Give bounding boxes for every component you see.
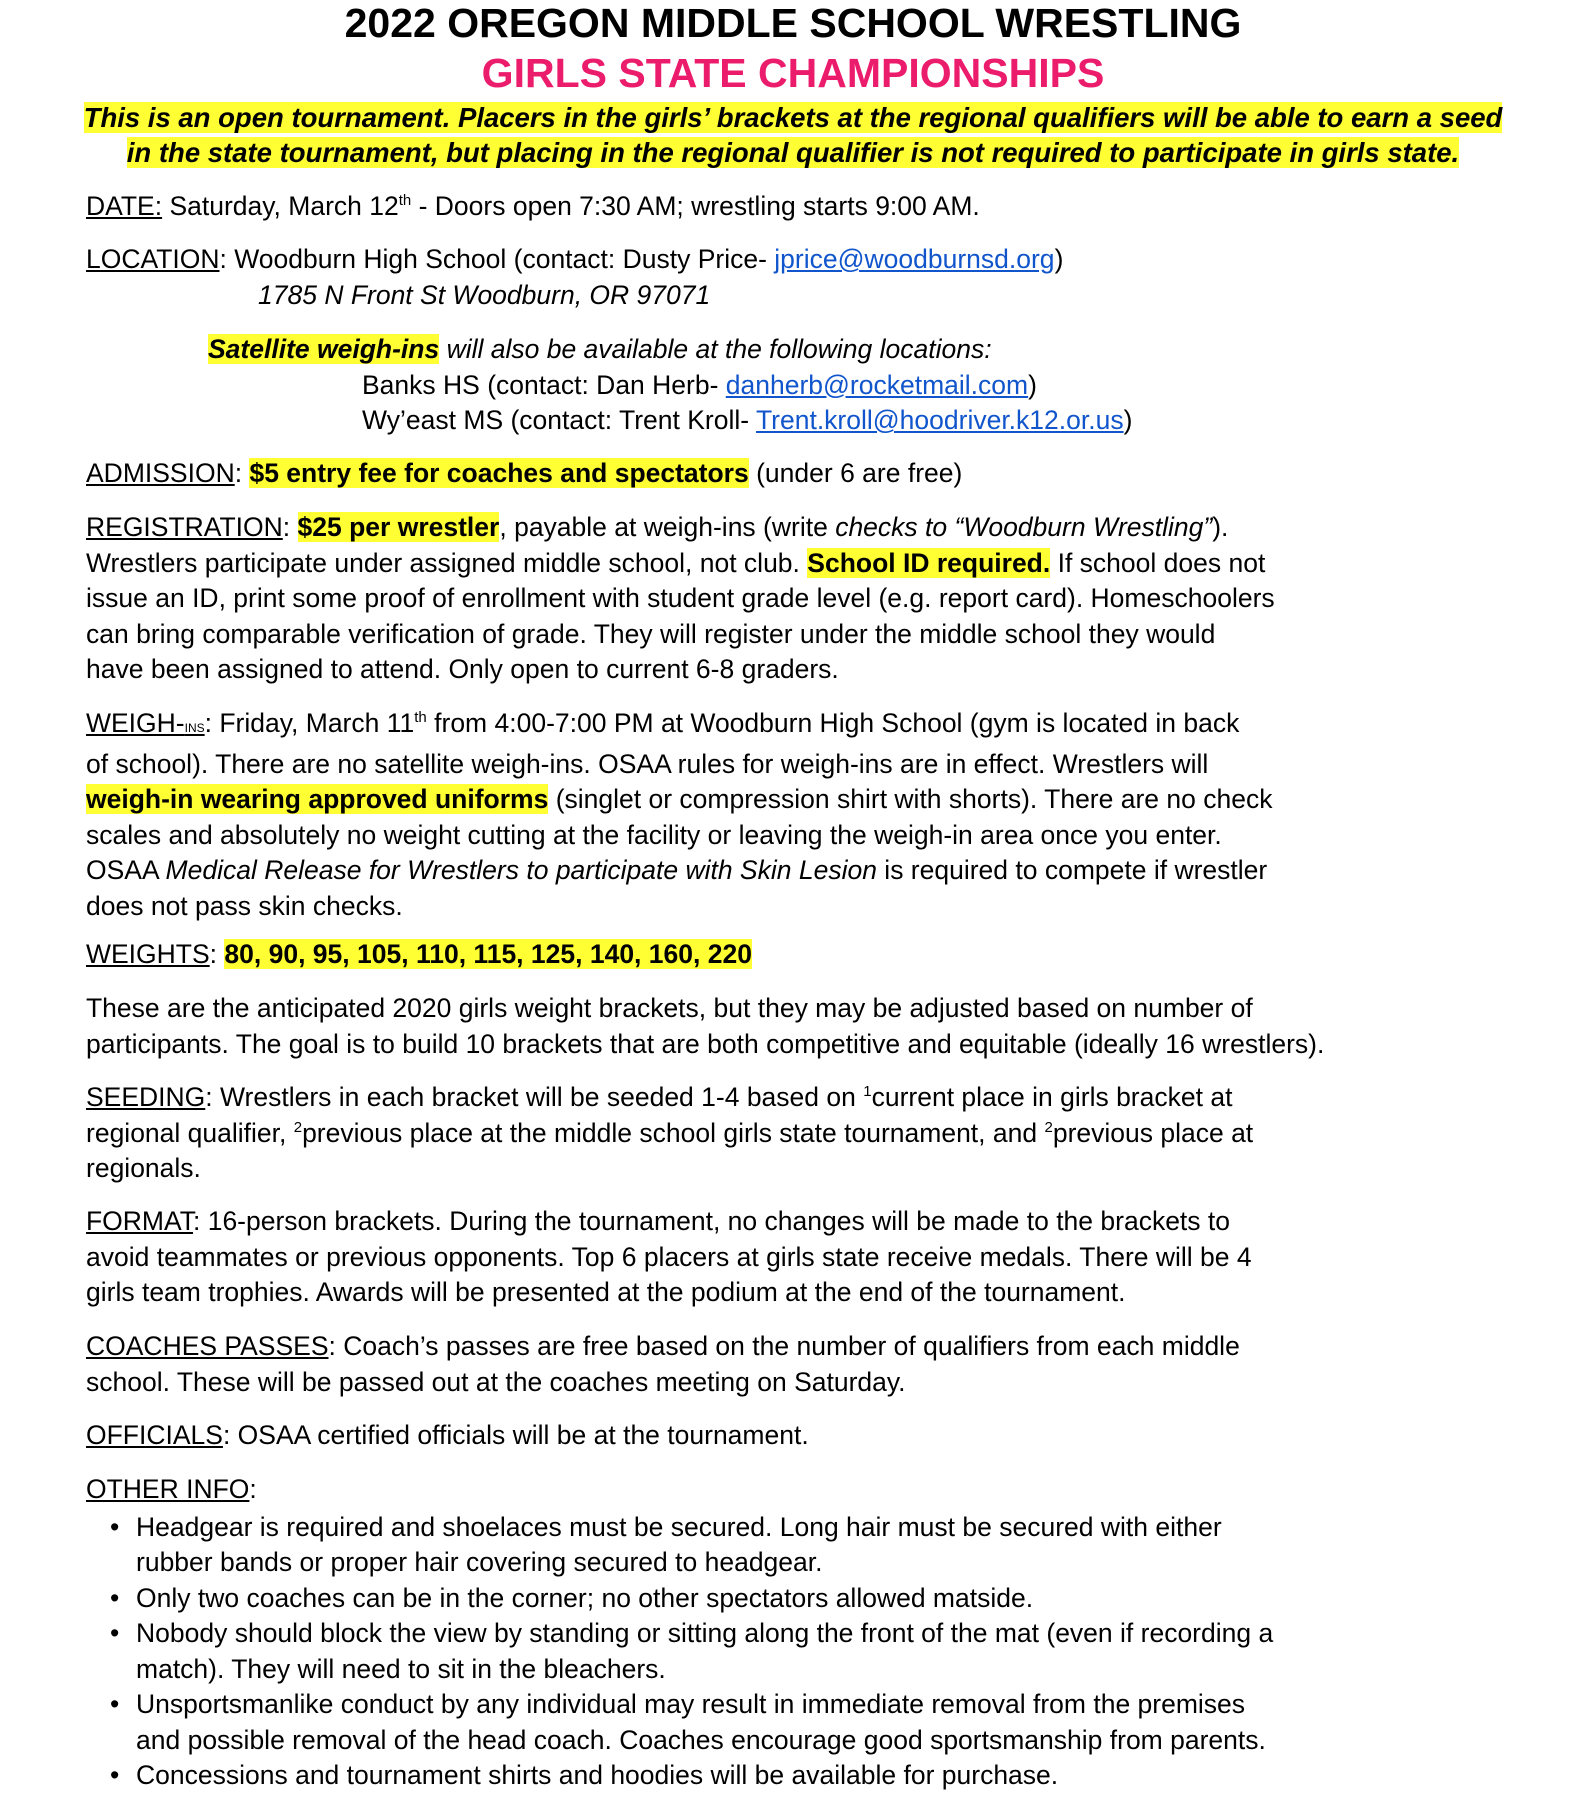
weights-colon: : [209,939,225,969]
bullet-icon: • [110,1511,120,1542]
list-item [86,1687,1556,1758]
date-label: DATE: [86,191,163,221]
date-text-b: - Doors open 7:30 AM; wrestling starts 9:00 AM. [411,191,980,221]
site2-email-link[interactable]: Trent.kroll@hoodriver.k12.or.us [755,405,1124,435]
weights-label: WEIGHTS [86,939,210,969]
weighins-uniform: weigh-in wearing approved uniforms [86,784,549,814]
location-text-b: ) [1054,244,1064,274]
satellite-section [86,332,1556,439]
weighins-label-text: WEIGH- [86,708,185,738]
format-label: FORMAT [86,1206,193,1236]
weighins-label-small: INS [184,721,205,735]
bullet-icon: • [110,1618,120,1648]
other-info-label: OTHER INFO [86,1474,250,1504]
registration-line2-a: Wrestlers participate under assigned middle school, not club. [86,547,808,578]
weighins-text-a: : Friday, March 11 [204,708,415,738]
officials-label: OFFICIALS [86,1420,223,1450]
weights-values: 80, 90, 95, 105, 110, 115, 125, 140, 160, 220 [224,939,752,969]
seeding-text-a: : Wrestlers in each bracket will be seeded 1-4 based on [205,1082,864,1112]
registration-line3: issue an ID, print some proof of enrollment with student grade level (e.g. report card). Homeschoolers [86,583,1275,613]
admission-rest: (under 6 are free) [748,458,963,488]
title-line-1: 2022 OREGON MIDDLE SCHOOL WRESTLING [344,0,1242,46]
weighins-line2: of school). There are no satellite weigh-ins. OSAA rules for weigh-ins are in effect. Wrestlers will [86,748,1209,779]
admission-fee: $5 entry fee for coaches and spectators [249,458,749,488]
seeding-section [86,1080,1556,1187]
registration-fee: $25 per wrestler [297,512,500,542]
bullet-icon: • [110,1760,120,1790]
admission-label: ADMISSION [86,458,235,488]
location-section [86,242,1556,313]
registration-checks: checks to “Woodburn Wrestling” [835,512,1213,542]
weights-note-line2: participants. The goal is to build 10 brackets that are both competitive and equitable (ideally 16 wrestlers). [86,1028,1325,1059]
bullet-3-line2: match). They will need to sit in the bleachers. [136,1653,666,1684]
admission-section [86,456,1556,492]
title-line-2: GIRLS STATE CHAMPIONSHIPS [481,50,1105,96]
site1-email-link[interactable]: danherb@rocketmail.com [725,369,1029,400]
weights-note [86,991,1556,1062]
weights-section [86,937,1556,973]
bullet-icon: • [110,1582,120,1613]
weighins-sup: th [414,709,427,727]
list-item [86,1581,1556,1617]
weighins-label [86,708,205,738]
list-item [86,1616,1556,1687]
seeding-sup3: 2 [1044,1118,1053,1136]
weighins-medical-release: Medical Release for Wrestlers to participate with Skin Lesion [165,855,877,885]
date-sup: th [398,192,412,210]
other-info-colon: : [249,1474,257,1504]
registration-text-a: , payable at weigh-ins (write [499,512,836,542]
weighins-line6: does not pass skin checks. [86,890,403,921]
location-email-link[interactable]: jprice@woodburnsd.org [774,244,1055,274]
other-info-section [86,1472,1556,1794]
registration-text-b: ). [1212,512,1229,542]
location-address: 1785 N Front St Woodburn, OR 97071 [258,279,711,310]
bullet-2-line1: Only two coaches can be in the corner; no other spectators allowed matside. [136,1582,1034,1613]
bullet-4-line2: and possible removal of the head coach. Coaches encourage good sportsmanship from parents. [136,1724,1266,1755]
coaches-line1: : Coach’s passes are free based on the number of qualifiers from each middle [328,1331,1240,1361]
location-text-a: : Woodburn High School (contact: Dusty Price- [219,244,775,274]
bullet-icon: • [110,1689,120,1719]
location-label: LOCATION [86,244,220,274]
coaches-line2: school. These will be passed out at the coaches meeting on Saturday. [86,1366,906,1397]
list-item [86,1758,1556,1794]
site2-text: Wy’east MS (contact: Trent Kroll- [362,405,756,435]
satellite-highlight: Satellite weigh-ins [208,334,440,364]
registration-line4: can bring comparable verification of grade. They will register under the middle school they would [86,618,1216,649]
bullet-1-line1: Headgear is required and shoelaces must be secured. Long hair must be secured with either [136,1511,1222,1542]
weighins-text-b: from 4:00-7:00 PM at Woodburn High School (gym is located in back [426,708,1240,738]
seeding-line2-a: regional qualifier, [86,1117,294,1148]
seeding-label: SEEDING [86,1082,206,1112]
registration-section [86,510,1556,688]
weighins-line3-rest: (singlet or compression shirt with shorts). There are no check [548,784,1273,814]
seeding-line3: regionals. [86,1153,201,1183]
weighins-section [86,706,1556,924]
seeding-text-b: current place in girls bracket at [871,1082,1233,1112]
seeding-line2-b: previous place at the middle school girls state tournament, and [302,1117,1045,1148]
registration-colon: : [282,512,298,542]
site2-close: ) [1123,405,1133,435]
coaches-label: COACHES PASSES [86,1331,329,1361]
seeding-sup2: 2 [293,1118,303,1136]
format-line2: avoid teammates or previous opponents. Top 6 placers at girls state receive medals. There will be 4 [86,1241,1252,1272]
registration-line5: have been assigned to attend. Only open to current 6-8 graders. [86,654,839,684]
officials-section [86,1418,1556,1454]
officials-text: : OSAA certified officials will be at the tournament. [222,1420,809,1450]
weighins-line4: scales and absolutely no weight cutting at the facility or leaving the weigh-in area once you enter. [86,819,1222,850]
date-section [86,189,1556,225]
list-item [86,1510,1556,1581]
registration-label: REGISTRATION [86,512,283,542]
registration-line2-b: If school does not [1050,547,1266,578]
site1-close: ) [1028,369,1037,400]
seeding-sup1: 1 [863,1083,872,1101]
site1-text: Banks HS (contact: Dan Herb- [362,369,726,400]
coaches-section [86,1329,1556,1400]
other-info-list [86,1510,1556,1794]
bullet-3-line1: Nobody should block the view by standing or sitting along the front of the mat (even if recording a [136,1618,1274,1648]
weighins-line5-b: is required to compete if wrestler [876,855,1268,885]
intro-line-2: in the state tournament, but placing in the regional qualifier is not required to participate in girls state. [126,137,1460,168]
admission-colon: : [234,458,250,488]
format-section [86,1204,1556,1311]
date-text-a: Saturday, March 12 [162,191,399,221]
satellite-rest: will also be available at the following locations: [439,334,992,364]
bullet-4-line1: Unsportsmanlike conduct by any individual may result in immediate removal from the premises [136,1689,1246,1719]
school-id-required: School ID required. [807,547,1051,578]
weighins-line5-a: OSAA [86,855,166,885]
bullet-1-line2: rubber bands or proper hair covering secured to headgear. [136,1547,823,1577]
intro-line-1: This is an open tournament. Placers in the girls’ brackets at the regional qualifiers will be able to earn a seed [83,102,1503,133]
intro-notice [0,100,1586,170]
seeding-line2-c: previous place at [1052,1117,1254,1148]
format-line1: : 16-person brackets. During the tournament, no changes will be made to the brackets to [192,1206,1231,1236]
format-line3: girls team trophies. Awards will be presented at the podium at the end of the tournament. [86,1277,1126,1307]
bullet-5-line1: Concessions and tournament shirts and hoodies will be available for purchase. [136,1760,1059,1790]
weights-note-line1: These are the anticipated 2020 girls weight brackets, but they may be adjusted based on number of [86,993,1253,1023]
